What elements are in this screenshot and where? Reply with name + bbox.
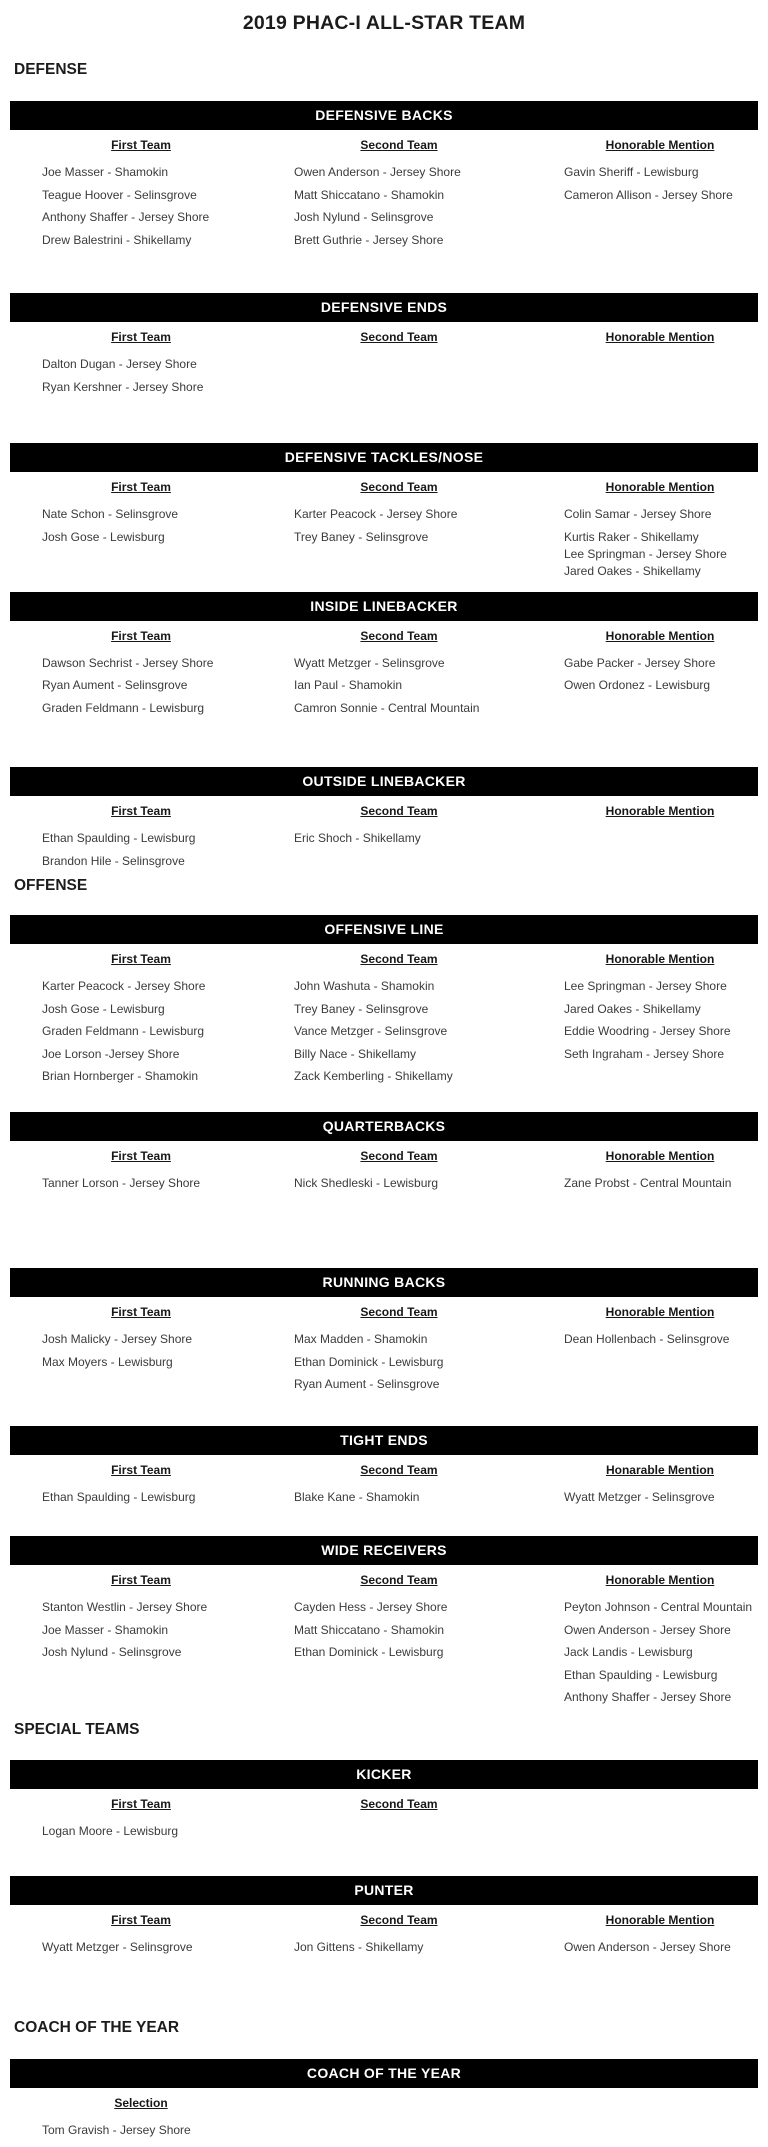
players-column (42, 508, 240, 582)
column-header: Second Team (360, 1573, 438, 1588)
group-header-bar (10, 592, 758, 621)
column-header-cell (294, 328, 504, 346)
group-header-bar (10, 1426, 758, 1455)
column-header: Honorable Mention (605, 138, 715, 153)
player-entry: Wyatt Metzger - Selinsgrove (564, 1489, 715, 1504)
column-header: Second Team (360, 804, 438, 819)
group-title: WIDE RECEIVERS (321, 1542, 447, 1559)
column-header-cell (294, 1571, 504, 1589)
players-column (42, 1601, 240, 1714)
player-entry: Peyton Johnson - Central Mountain (564, 1600, 753, 1615)
player-entry: Ethan Spaulding - Lewisburg (564, 1667, 718, 1682)
column-header-cell (42, 627, 240, 645)
players-column (42, 1177, 240, 1200)
column-header-cell (294, 1795, 504, 1813)
column-headers-row (10, 1147, 758, 1165)
players-column (294, 1333, 504, 1401)
player-entry: Owen Ordonez - Lewisburg (564, 678, 711, 693)
column-header: Honarable Mention (605, 1462, 714, 1477)
group-title: COACH OF THE YEAR (306, 2065, 462, 2082)
player-entry: Billy Nace - Shikellamy (294, 1046, 417, 1061)
players-column (42, 2124, 240, 2147)
players-column (564, 166, 756, 256)
player-entry: Wyatt Metzger - Selinsgrove (294, 655, 445, 670)
players-column (42, 166, 240, 256)
players-column (564, 657, 756, 725)
player-entry: Jon Gittens - Shikellamy (294, 1939, 424, 1954)
players-column (42, 657, 240, 725)
sections-container (10, 61, 758, 2146)
column-header-cell (42, 1911, 240, 1929)
group-header-bar (10, 1112, 758, 1141)
column-header-cell (564, 1147, 756, 1165)
position-group (10, 293, 758, 403)
column-header-cell (42, 328, 240, 346)
player-entry: Zack Kemberling - Shikellamy (294, 1069, 453, 1084)
column-header-cell (42, 1571, 240, 1589)
players-column (564, 980, 756, 1093)
players-column (42, 1825, 240, 1848)
column-header-cell (294, 627, 504, 645)
column-header: Second Team (360, 1148, 438, 1163)
column-header-cell (294, 136, 504, 154)
players-column (42, 1333, 240, 1401)
players-row (10, 166, 758, 256)
player-entry: Vance Metzger - Selinsgrove (294, 1024, 448, 1039)
column-header: Second Team (360, 1305, 438, 1320)
column-header-cell (564, 328, 756, 346)
players-column (564, 832, 756, 877)
column-header: First Team (111, 1573, 171, 1588)
player-entry: Anthony Shaffer - Jersey Shore (42, 210, 210, 225)
player-entry: Josh Nylund - Selinsgrove (42, 1645, 182, 1660)
column-header: Honorable Mention (605, 1148, 715, 1163)
players-row (10, 832, 758, 877)
player-entry: Eddie Woodring - Jersey Shore (564, 1024, 731, 1039)
column-header-cell (564, 1303, 756, 1321)
position-group (10, 767, 758, 877)
position-group (10, 1268, 758, 1401)
player-entry: Owen Anderson - Jersey Shore (564, 1622, 731, 1637)
column-header: Honorable Mention (605, 1573, 715, 1588)
player-entry: Trey Baney - Selinsgrove (294, 529, 429, 544)
column-header: Honorable Mention (605, 1305, 715, 1320)
column-header: First Team (111, 1148, 171, 1163)
column-header: Honorable Mention (605, 952, 715, 967)
column-header: First Team (111, 1912, 171, 1927)
player-entry: Stanton Westlin - Jersey Shore (42, 1600, 208, 1615)
column-headers-row (10, 1911, 758, 1929)
column-headers-row (10, 627, 758, 645)
column-header-cell (294, 478, 504, 496)
players-column (294, 508, 504, 582)
players-row (10, 1333, 758, 1401)
group-header-bar (10, 293, 758, 322)
group-header-bar (10, 2059, 758, 2088)
players-column (564, 1601, 756, 1714)
player-entry: Ethan Spaulding - Lewisburg (42, 831, 196, 846)
player-entry: Owen Anderson - Jersey Shore (294, 165, 461, 180)
column-header-cell (42, 478, 240, 496)
player-entry: Josh Malicky - Jersey Shore (42, 1332, 193, 1347)
column-header: Honorable Mention (605, 804, 715, 819)
column-header-cell (42, 136, 240, 154)
players-column (294, 166, 504, 256)
position-group (10, 915, 758, 1093)
column-header: Second Team (360, 138, 438, 153)
player-entry: Blake Kane - Shamokin (294, 1489, 420, 1504)
player-entry: Colin Samar - Jersey Shore (564, 507, 712, 522)
player-entry: Brian Hornberger - Shamokin (42, 1069, 199, 1084)
column-header: First Team (111, 1462, 171, 1477)
players-column (294, 1941, 504, 1964)
players-column (564, 1491, 756, 1514)
column-headers-row (10, 1303, 758, 1321)
position-group (10, 443, 758, 582)
group-title: OFFENSIVE LINE (324, 921, 444, 938)
player-entry: Joe Lorson -Jersey Shore (42, 1046, 180, 1061)
player-entry: Josh Gose - Lewisburg (42, 529, 165, 544)
column-header-cell (42, 802, 240, 820)
column-header: Honorable Mention (605, 628, 715, 643)
player-entry: Kurtis Raker - Shikellamy (564, 529, 699, 544)
group-header-bar (10, 767, 758, 796)
players-column (294, 1177, 504, 1200)
player-entry: Anthony Shaffer - Jersey Shore (564, 1690, 732, 1705)
column-header-cell (294, 1911, 504, 1929)
players-row (10, 358, 758, 403)
player-entry: Ethan Dominick - Lewisburg (294, 1354, 444, 1369)
players-column (564, 508, 756, 582)
column-header-cell (564, 950, 756, 968)
player-entry: Eric Shoch - Shikellamy (294, 831, 421, 846)
column-header: Selection (114, 2096, 168, 2111)
column-header-cell (42, 950, 240, 968)
players-column (564, 1333, 756, 1401)
column-header-cell (564, 478, 756, 496)
players-row (10, 657, 758, 725)
player-entry: Brandon Hile - Selinsgrove (42, 853, 185, 868)
players-column (294, 832, 504, 877)
players-column (564, 358, 756, 403)
player-entry: Josh Gose - Lewisburg (42, 1001, 165, 1016)
player-entry: Cayden Hess - Jersey Shore (294, 1600, 448, 1615)
group-title: QUARTERBACKS (322, 1117, 446, 1134)
column-header-cell (294, 950, 504, 968)
players-row (10, 980, 758, 1093)
column-header: Second Team (360, 1462, 438, 1477)
section-heading: SPECIAL TEAMS (14, 1720, 140, 1738)
players-row (10, 508, 758, 582)
column-header: First Team (111, 1797, 171, 1812)
column-headers-row (10, 2094, 758, 2112)
player-entry: Max Madden - Shamokin (294, 1332, 428, 1347)
players-column (294, 980, 504, 1093)
column-headers-row (10, 328, 758, 346)
player-entry: Lee Springman - Jersey Shore (564, 546, 727, 561)
players-column (564, 1941, 756, 1964)
player-entry: Ian Paul - Shamokin (294, 678, 403, 693)
players-column (294, 657, 504, 725)
column-header-cell (42, 2094, 240, 2112)
group-title: DEFENSIVE ENDS (320, 299, 448, 316)
player-entry: Nate Schon - Selinsgrove (42, 507, 179, 522)
column-header: First Team (111, 138, 171, 153)
player-entry: Joe Masser - Shamokin (42, 165, 169, 180)
position-group (10, 2059, 758, 2147)
player-entry: Tanner Lorson - Jersey Shore (42, 1175, 201, 1190)
column-header-cell (564, 1461, 756, 1479)
column-header-cell (42, 1147, 240, 1165)
players-row (10, 2124, 758, 2147)
position-group (10, 1876, 758, 1964)
player-entry: Jared Oakes - Shikellamy (564, 1001, 701, 1016)
players-column (294, 1491, 504, 1514)
player-entry: Teague Hoover - Selinsgrove (42, 187, 197, 202)
group-title: DEFENSIVE BACKS (315, 107, 453, 124)
column-header: Second Team (360, 952, 438, 967)
players-column (564, 1177, 756, 1200)
player-entry: Ryan Aument - Selinsgrove (294, 1377, 440, 1392)
column-header: First Team (111, 804, 171, 819)
group-header-bar (10, 1760, 758, 1789)
section-heading: DEFENSE (14, 61, 88, 79)
players-row (10, 1177, 758, 1200)
player-entry: Logan Moore - Lewisburg (42, 1824, 179, 1839)
column-header: Honorable Mention (605, 1912, 715, 1927)
column-header-cell (564, 136, 756, 154)
player-entry: Joe Masser - Shamokin (42, 1622, 169, 1637)
player-entry: Tom Gravish - Jersey Shore (42, 2123, 191, 2138)
section-heading: COACH OF THE YEAR (14, 2019, 180, 2037)
position-group (10, 1426, 758, 1514)
player-entry: Ryan Kershner - Jersey Shore (42, 379, 204, 394)
column-header-cell (564, 627, 756, 645)
group-header-bar (10, 1876, 758, 1905)
player-entry: Ryan Aument - Selinsgrove (42, 678, 188, 693)
column-header-cell (294, 1303, 504, 1321)
column-headers-row (10, 1795, 758, 1813)
player-entry: Gabe Packer - Jersey Shore (564, 655, 716, 670)
column-header-cell (294, 1147, 504, 1165)
column-header-cell (294, 1461, 504, 1479)
player-entry: Camron Sonnie - Central Mountain (294, 700, 480, 715)
group-title: PUNTER (354, 1881, 414, 1898)
group-title: OUTSIDE LINEBACKER (302, 773, 466, 790)
player-entry: Jared Oakes - Shikellamy (564, 563, 701, 578)
group-header-bar (10, 1268, 758, 1297)
players-row (10, 1491, 758, 1514)
player-entry: Drew Balestrini - Shikellamy (42, 232, 192, 247)
column-headers-row (10, 950, 758, 968)
players-column (42, 1491, 240, 1514)
player-entry: Dalton Dugan - Jersey Shore (42, 357, 197, 372)
player-entry: Nick Shedleski - Lewisburg (294, 1175, 439, 1190)
column-header: Second Team (360, 628, 438, 643)
column-header: First Team (111, 628, 171, 643)
players-column (294, 1601, 504, 1714)
players-column (42, 358, 240, 403)
player-entry: Ethan Spaulding - Lewisburg (42, 1489, 196, 1504)
column-header-cell (42, 1461, 240, 1479)
player-entry: Max Moyers - Lewisburg (42, 1354, 173, 1369)
column-header-cell (42, 1795, 240, 1813)
player-entry: Ethan Dominick - Lewisburg (294, 1645, 444, 1660)
players-row (10, 1941, 758, 1964)
position-group (10, 1760, 758, 1848)
column-headers-row (10, 1461, 758, 1479)
column-header-cell (294, 802, 504, 820)
player-entry: Karter Peacock - Jersey Shore (294, 507, 458, 522)
group-title: TIGHT ENDS (340, 1431, 428, 1448)
group-title: DEFENSIVE TACKLES/NOSE (284, 449, 484, 466)
column-header: Second Team (360, 1797, 438, 1812)
player-entry: Dean Hollenbach - Selinsgrove (564, 1332, 730, 1347)
position-group (10, 592, 758, 725)
column-headers-row (10, 802, 758, 820)
group-header-bar (10, 101, 758, 130)
player-entry: Zane Probst - Central Mountain (564, 1175, 732, 1190)
group-header-bar (10, 443, 758, 472)
player-entry: Dawson Sechrist - Jersey Shore (42, 655, 214, 670)
players-column (294, 358, 504, 403)
page-title: 2019 PHAC-I ALL-STAR TEAM (242, 12, 526, 34)
position-group (10, 1112, 758, 1200)
player-entry: Brett Guthrie - Jersey Shore (294, 232, 444, 247)
section-heading: OFFENSE (14, 877, 88, 895)
player-entry: Wyatt Metzger - Selinsgrove (42, 1939, 193, 1954)
player-entry: Matt Shiccatano - Shamokin (294, 1622, 445, 1637)
column-header-cell (564, 1911, 756, 1929)
player-entry: John Washuta - Shamokin (294, 979, 435, 994)
players-row (10, 1825, 758, 1848)
column-headers-row (10, 478, 758, 496)
column-headers-row (10, 1571, 758, 1589)
position-group (10, 1536, 758, 1714)
player-entry: Cameron Allison - Jersey Shore (564, 187, 733, 202)
player-entry: Graden Feldmann - Lewisburg (42, 1024, 205, 1039)
player-entry: Owen Anderson - Jersey Shore (564, 1939, 731, 1954)
player-entry: Trey Baney - Selinsgrove (294, 1001, 429, 1016)
player-entry: Gavin Sheriff - Lewisburg (564, 165, 699, 180)
players-row (10, 1601, 758, 1714)
players-column (42, 980, 240, 1093)
group-title: RUNNING BACKS (322, 1274, 446, 1291)
document-page (0, 12, 768, 2147)
group-header-bar (10, 915, 758, 944)
column-header-cell (42, 1303, 240, 1321)
column-header: Second Team (360, 330, 438, 345)
players-column (42, 832, 240, 877)
column-header: First Team (111, 1305, 171, 1320)
player-entry: Graden Feldmann - Lewisburg (42, 700, 205, 715)
player-entry: Jack Landis - Lewisburg (564, 1645, 693, 1660)
column-header: First Team (111, 952, 171, 967)
players-column (294, 1825, 504, 1848)
column-header: First Team (111, 480, 171, 495)
player-entry: Seth Ingraham - Jersey Shore (564, 1046, 725, 1061)
column-header: Second Team (360, 1912, 438, 1927)
column-header: Second Team (360, 480, 438, 495)
column-headers-row (10, 136, 758, 154)
player-entry: Matt Shiccatano - Shamokin (294, 187, 445, 202)
group-title: INSIDE LINEBACKER (310, 597, 458, 614)
column-header-cell (564, 1571, 756, 1589)
player-entry: Karter Peacock - Jersey Shore (42, 979, 206, 994)
player-entry: Lee Springman - Jersey Shore (564, 979, 727, 994)
column-header: Honorable Mention (605, 480, 715, 495)
group-header-bar (10, 1536, 758, 1565)
column-header: First Team (111, 330, 171, 345)
column-header: Honorable Mention (605, 330, 715, 345)
players-column (42, 1941, 240, 1964)
position-group (10, 101, 758, 256)
player-entry: Josh Nylund - Selinsgrove (294, 210, 434, 225)
column-header-cell (564, 802, 756, 820)
group-title: KICKER (356, 1766, 412, 1783)
